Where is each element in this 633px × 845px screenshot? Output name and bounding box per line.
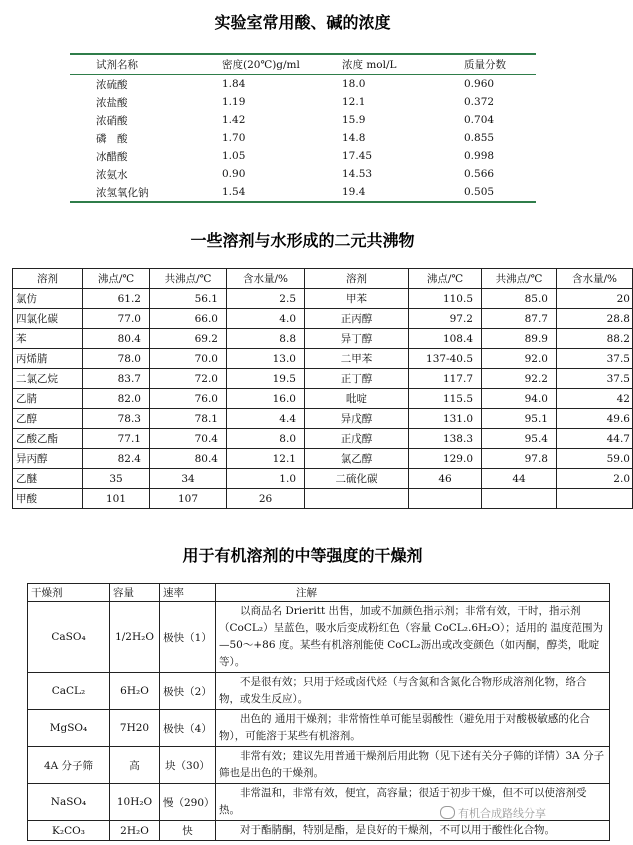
table-cell: 94.0 [482, 389, 557, 409]
table-row [13, 329, 633, 349]
table-cell: 18.0 [342, 78, 366, 90]
table-cell: 88.2 [557, 329, 633, 349]
table-cell: 浓氨水 [96, 168, 128, 181]
table-cell: 乙酸乙酯 [13, 429, 83, 449]
table-cell: 108.4 [409, 329, 482, 349]
table-cell [557, 489, 633, 509]
table1-header-row [70, 54, 536, 75]
table-cell: 13.0 [227, 349, 305, 369]
table-cell: 78.3 [83, 409, 150, 429]
table-cell: 17.45 [342, 150, 373, 162]
table-cell: 丙烯腈 [13, 349, 83, 369]
note-cell: 对于酯腈酮，特别是酯，是良好的干燥剂，不可以用于酸性化合物。 [216, 821, 610, 841]
table-cell [305, 489, 409, 509]
table-cell: 16.0 [227, 389, 305, 409]
table-cell: 1.05 [222, 150, 246, 162]
table1-header: 密度(20℃)g/ml [222, 59, 300, 71]
table1-title: 实验室常用酸、碱的浓度 [214, 13, 391, 32]
table-cell: 0.566 [464, 168, 495, 180]
rate-cell: 极快（2） [160, 673, 216, 710]
table-row [13, 429, 633, 449]
watermark [440, 805, 546, 821]
drying-agent-cell: CaCL₂ [28, 673, 110, 710]
table2-header: 共沸点/℃ [150, 269, 227, 289]
table2-header: 溶剂 [305, 269, 409, 289]
table-cell: 26 [227, 489, 305, 509]
table2-header: 溶剂 [13, 269, 83, 289]
drying-agent-cell: MgSO₄ [28, 710, 110, 747]
table-cell: 异戊醇 [305, 409, 409, 429]
table-cell: 44 [482, 469, 557, 489]
table-cell: 49.6 [557, 409, 633, 429]
table-cell: 浓氢氧化钠 [96, 186, 149, 199]
table3-header: 速率 [160, 584, 216, 602]
table-cell: 甲酸 [13, 489, 83, 509]
table-cell: 37.5 [557, 349, 633, 369]
table-cell: 正戊醇 [305, 429, 409, 449]
table-row [13, 309, 633, 329]
table-row [13, 349, 633, 369]
table-cell: 97.8 [482, 449, 557, 469]
table-cell: 0.372 [464, 96, 495, 108]
table-row [70, 111, 536, 129]
table-cell: 129.0 [409, 449, 482, 469]
table-cell: 78.1 [150, 409, 227, 429]
table-cell: 乙醚 [13, 469, 83, 489]
table-cell: 氯仿 [13, 289, 83, 309]
table-cell: 15.9 [342, 114, 366, 126]
capacity-cell: 10H₂O [110, 784, 160, 821]
table3-header: 容量 [110, 584, 160, 602]
table-cell: 浓硝酸 [96, 114, 128, 127]
table-cell: 19.4 [342, 186, 366, 198]
table1-header: 浓度 mol/L [342, 59, 397, 71]
table-cell: 77.0 [83, 309, 150, 329]
drying-agent-cell: K₂CO₃ [28, 821, 110, 841]
table3-title: 用于有机溶剂的中等强度的干燥剂 [182, 546, 423, 565]
table-cell: 8.8 [227, 329, 305, 349]
drying-agent-table [27, 583, 610, 841]
table-row [70, 75, 536, 94]
table-cell: 2.5 [227, 289, 305, 309]
table-cell: 0.704 [464, 114, 495, 126]
table-cell: 磷 酸 [96, 132, 128, 145]
table-cell: 107 [150, 489, 227, 509]
capacity-cell: 7H20 [110, 710, 160, 747]
table-cell: 83.7 [83, 369, 150, 389]
drying-agent-cell: CaSO₄ [28, 602, 110, 673]
table-cell: 97.2 [409, 309, 482, 329]
rate-cell: 极快（4） [160, 710, 216, 747]
table-row [70, 183, 536, 202]
table-cell: 浓硫酸 [96, 78, 128, 91]
table-cell: 95.1 [482, 409, 557, 429]
table-cell: 甲苯 [305, 289, 409, 309]
table-cell: 0.960 [464, 78, 495, 90]
table-cell: 56.1 [150, 289, 227, 309]
table3-header-row [28, 584, 610, 602]
table-row [13, 489, 633, 509]
table-cell: 44.7 [557, 429, 633, 449]
table-cell: 冰醋酸 [96, 150, 128, 163]
table1-header: 试剂名称 [96, 59, 138, 71]
table-cell: 浓盐酸 [96, 96, 128, 109]
table-cell: 46 [409, 469, 482, 489]
table-row [28, 821, 610, 841]
table-row [13, 469, 633, 489]
table-cell: 78.0 [83, 349, 150, 369]
table-cell: 0.998 [464, 150, 495, 162]
table-cell: 70.4 [150, 429, 227, 449]
note-cell: 以商品名 Drieritt 出售，加或不加颜色指示剂；非常有效，干时，指示剂（CoCL₂）呈蓝色，吸水后变成粉红色（容量 CoCL₂.6H₂O）；适用的 温度范围为—50～+86 度。某些有机溶剂能使 CoCL₂沥出或改变颜色（如丙酮，醇类，吡啶等）。 [216, 602, 610, 673]
table-cell: 1.42 [222, 114, 246, 126]
table-cell: 1.84 [222, 78, 246, 90]
table-cell: 14.8 [342, 132, 366, 144]
table-cell: 70.0 [150, 349, 227, 369]
table-row [28, 747, 610, 784]
table-row [13, 289, 633, 309]
table-cell: 76.0 [150, 389, 227, 409]
table-cell: 138.3 [409, 429, 482, 449]
table-cell: 1.70 [222, 132, 246, 144]
table-cell: 4.4 [227, 409, 305, 429]
table-cell [409, 489, 482, 509]
table-cell: 20 [557, 289, 633, 309]
note-cell: 非常温和，非常有效，便宜，高容量；很适于初步干燥，但不可以使溶剂受热。 [216, 784, 610, 821]
table2-header: 沸点/℃ [83, 269, 150, 289]
table-cell: 42 [557, 389, 633, 409]
table-row [28, 602, 610, 673]
drying-agent-cell: 4A 分子筛 [28, 747, 110, 784]
table-cell: 89.9 [482, 329, 557, 349]
note-cell: 不是很有效；只用于烃或卤代烃（与含氮和含氮化合物形成溶剂化物，络合物，或发生反应）。 [216, 673, 610, 710]
table-cell: 12.1 [342, 96, 366, 108]
table-cell: 四氯化碳 [13, 309, 83, 329]
table-row [13, 369, 633, 389]
watermark-text: 有机合成路线分享 [458, 807, 546, 820]
table-row [70, 165, 536, 183]
table2-header: 沸点/℃ [409, 269, 482, 289]
table-cell: 0.505 [464, 186, 495, 198]
table-cell: 110.5 [409, 289, 482, 309]
rate-cell: 慢（290） [160, 784, 216, 821]
table-cell: 12.1 [227, 449, 305, 469]
table-row [70, 93, 536, 111]
table2-header: 含水量/% [227, 269, 305, 289]
table-cell: 66.0 [150, 309, 227, 329]
table-cell: 正丙醇 [305, 309, 409, 329]
table-cell: 77.1 [83, 429, 150, 449]
table-cell: 1.0 [227, 469, 305, 489]
table-cell: 乙醇 [13, 409, 83, 429]
table-cell: 4.0 [227, 309, 305, 329]
table-cell: 85.0 [482, 289, 557, 309]
table-cell: 氯乙醇 [305, 449, 409, 469]
table-cell: 吡啶 [305, 389, 409, 409]
table3-header: 干燥剂 [28, 584, 110, 602]
table-cell: 二甲苯 [305, 349, 409, 369]
capacity-cell: 6H₂O [110, 673, 160, 710]
table-cell: 131.0 [409, 409, 482, 429]
table-cell: 苯 [13, 329, 83, 349]
table-cell: 1.19 [222, 96, 246, 108]
table-cell: 异丁醇 [305, 329, 409, 349]
table-cell: 37.5 [557, 369, 633, 389]
table-cell: 1.54 [222, 186, 246, 198]
drying-agent-cell: NaSO₄ [28, 784, 110, 821]
table-cell: 80.4 [150, 449, 227, 469]
wechat-icon [440, 806, 455, 819]
note-cell: 出色的 通用干燥剂；非常惰性单可能呈弱酸性（避免用于对酸极敏感的化合物），可能溶于某些有机溶剂。 [216, 710, 610, 747]
rate-cell: 块（30） [160, 747, 216, 784]
table-cell: 14.53 [342, 168, 373, 180]
table-row [13, 409, 633, 429]
table-row [70, 129, 536, 147]
table-cell: 2.0 [557, 469, 633, 489]
table2-header: 共沸点/℃ [482, 269, 557, 289]
table-row [13, 449, 633, 469]
table-cell: 72.0 [150, 369, 227, 389]
table-cell [482, 489, 557, 509]
table-row [13, 389, 633, 409]
table-cell: 92.0 [482, 349, 557, 369]
table-cell: 82.4 [83, 449, 150, 469]
table-cell: 二氯乙烷 [13, 369, 83, 389]
table-cell: 69.2 [150, 329, 227, 349]
table1-header: 质量分数 [464, 59, 506, 71]
table-row [28, 710, 610, 747]
table-cell: 82.0 [83, 389, 150, 409]
table-cell: 19.5 [227, 369, 305, 389]
table2-header: 含水量/% [557, 269, 633, 289]
azeotrope-table [12, 268, 633, 509]
table-cell: 87.7 [482, 309, 557, 329]
table-cell: 35 [83, 469, 150, 489]
table-cell: 正丁醇 [305, 369, 409, 389]
rate-cell: 极快（1） [160, 602, 216, 673]
table-cell: 28.8 [557, 309, 633, 329]
table-cell: 117.7 [409, 369, 482, 389]
capacity-cell: 1/2H₂O [110, 602, 160, 673]
table-cell: 92.2 [482, 369, 557, 389]
acid-base-concentration-table [70, 53, 536, 203]
table-row [28, 673, 610, 710]
table-cell: 59.0 [557, 449, 633, 469]
table-cell: 137-40.5 [409, 349, 482, 369]
note-cell: 非常有效；建议先用普通干燥剂后用此物（见下述有关分子筛的详情）3A 分子筛也是出色的干燥剂。 [216, 747, 610, 784]
capacity-cell: 2H₂O [110, 821, 160, 841]
table-cell: 0.855 [464, 132, 495, 144]
rate-cell: 快 [160, 821, 216, 841]
table2-title: 一些溶剂与水形成的二元共沸物 [190, 231, 415, 250]
table-cell: 二硫化碳 [305, 469, 409, 489]
table-cell: 115.5 [409, 389, 482, 409]
table-cell: 101 [83, 489, 150, 509]
table-cell: 80.4 [83, 329, 150, 349]
table-cell: 61.2 [83, 289, 150, 309]
table-row [70, 147, 536, 165]
table3-header: 注解 [216, 584, 610, 602]
table-cell: 8.0 [227, 429, 305, 449]
table-cell: 0.90 [222, 168, 246, 180]
table-cell: 95.4 [482, 429, 557, 449]
table2-header-row [13, 269, 633, 289]
table-cell: 乙腈 [13, 389, 83, 409]
table-cell: 异丙醇 [13, 449, 83, 469]
capacity-cell: 高 [110, 747, 160, 784]
table-cell: 34 [150, 469, 227, 489]
